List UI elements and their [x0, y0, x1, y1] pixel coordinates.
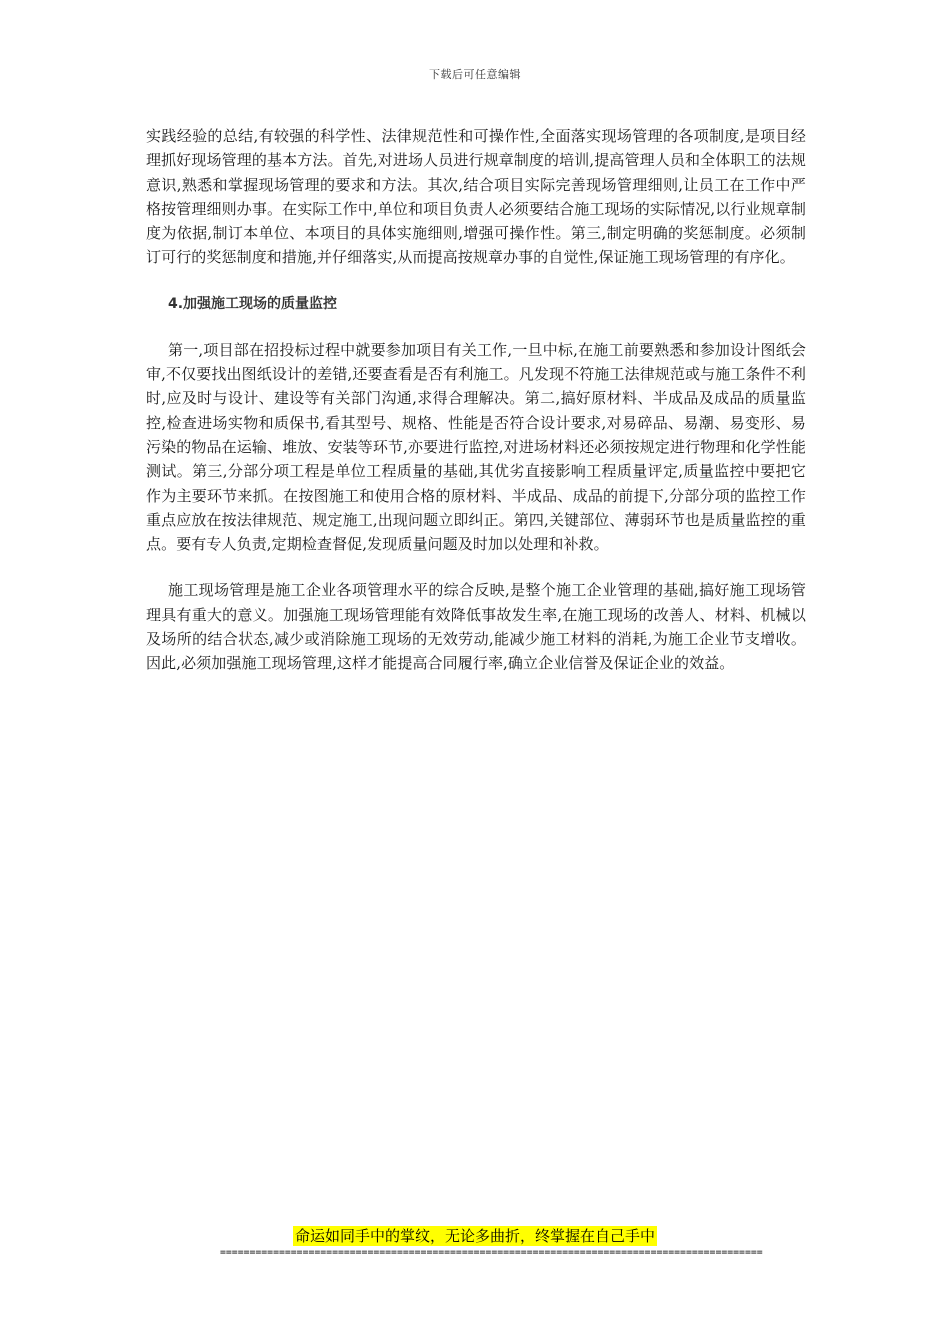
body-paragraph-3: 施工现场管理是施工企业各项管理水平的综合反映,是整个施工企业管理的基础,搞好施工现场管理具有重大的意义。加强施工现场管理能有效降低事故发生率,在施工现场的改善人、材料、机械以及场所的结合状态,减少或消除施工现场的无效劳动,能减少施工材料的消耗,为施工企业节支增收。因此,必须加强施工现场管理,这样才能提高合同履行率,确立企业信誉及保证企业的效益。	[146, 581, 806, 673]
document-body	[146, 124, 806, 676]
page-header: 下载后可任意编辑	[429, 68, 521, 81]
footer-motto: 命运如同手中的掌纹，无论多曲折，终掌握在自己手中	[294, 1227, 655, 1245]
footer-divider: ============================================================================================	[220, 1247, 763, 1258]
footer-motto-container	[0, 1226, 950, 1246]
body-paragraph-1: 实践经验的总结,有较强的科学性、法律规范性和可操作性,全面落实现场管理的各项制度,是项目经理抓好现场管理的基本方法。首先,对进场人员进行规章制度的培训,提高管理人员和全体职工的法规意识,熟悉和掌握现场管理的要求和方法。其次,结合项目实际完善现场管理细则,让员工在工作中严格按管理细则办事。在实际工作中,单位和项目负责人必须要结合施工现场的实际情况,以行业规章制度为依据,制订本单位、本项目的具体实施细则,增强可操作性。第三,制定明确的奖惩制度。必须制订可行的奖惩制度和措施,并仔细落实,从而提高按规章办事的自觉性,保证施工现场管理的有序化。	[146, 127, 806, 267]
body-paragraph-2: 第一,项目部在招投标过程中就要参加项目有关工作,一旦中标,在施工前要熟悉和参加设计图纸会审,不仅要找出图纸设计的差错,还要查看是否有利施工。凡发现不符施工法律规范或与施工条件不利时,应及时与设计、建设等有关部门沟通,求得合理解决。第二,搞好原材料、半成品及成品的质量监控,检查进场实物和质保书,看其型号、规格、性能是否符合设计要求,对易碎品、易潮、易变形、易污染的物品在运输、堆放、安装等环节,亦要进行监控,对进场材料还必须按规定进行物理和化学性能测试。第三,分部分项工程是单位工程质量的基础,其优劣直接影响工程质量评定,质量监控中要把它作为主要环节来抓。在按图施工和使用合格的原材料、半成品、成品的前提下,分部分项的监控工作重点应放在按法律规范、规定施工,出现问题立即纠正。第四,关键部位、薄弱环节也是质量监控的重点。要有专人负责,定期检查督促,发现质量问题及时加以处理和补救。	[146, 340, 806, 554]
section-heading: 4.加强施工现场的质量监控	[168, 295, 338, 312]
paragraph-spacer	[146, 556, 806, 578]
